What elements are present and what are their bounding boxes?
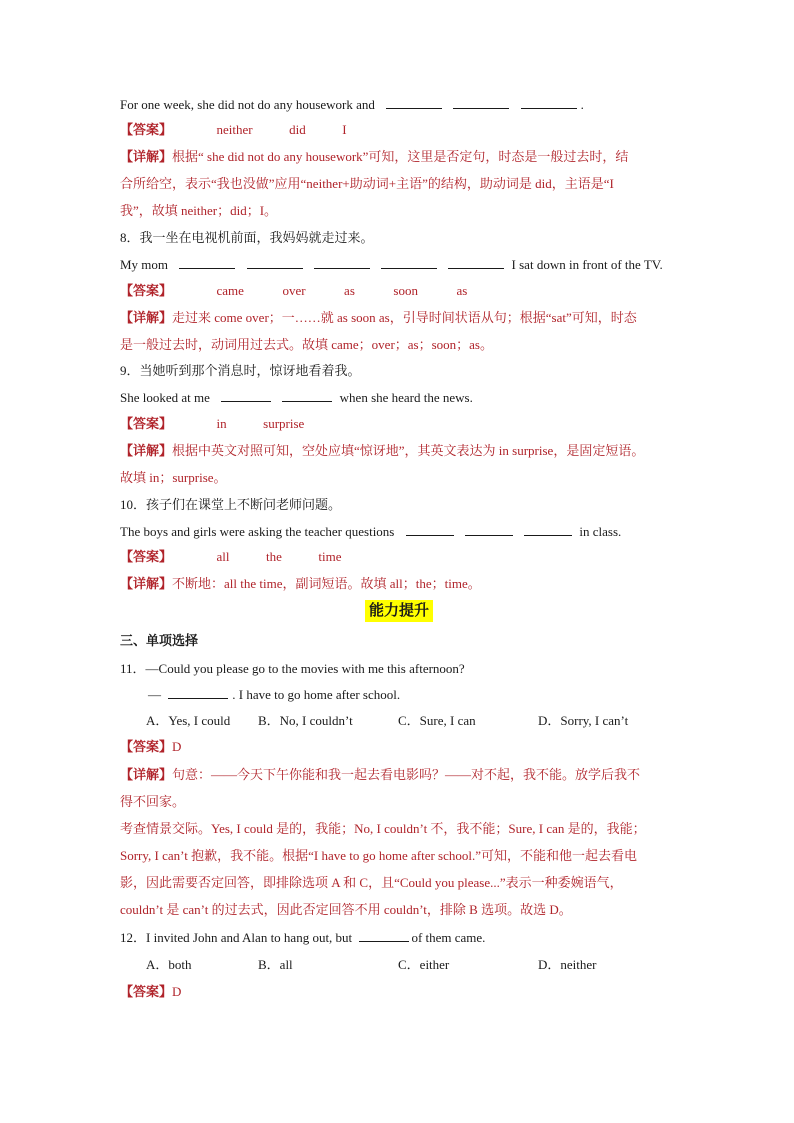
q11-analysis-2: Sorry, I can’t 抱歉，我不能。根据“I have to go home after school.”可知，不能和他一起去看电 — [120, 848, 638, 863]
q9-detail-2 — [120, 469, 227, 487]
blank — [386, 96, 442, 109]
answer-value: D — [172, 739, 182, 754]
blank — [448, 256, 504, 269]
detail-text: 根据中英文对照可知，空处应填“惊讶地”，其英文表达为 in surprise，是固定短语。 — [172, 443, 645, 458]
answer-value: in — [216, 416, 227, 431]
q11-analysis-3: 影，因此需要否定回答，即排除选项 A 和 C，且“Could you please...”表示一种委婉语气， — [120, 875, 623, 890]
option-d: D．neither — [538, 957, 597, 972]
blank — [465, 523, 513, 536]
q10-sentence — [120, 523, 621, 541]
q9-sentence-start: She looked at me — [120, 390, 210, 405]
q11-detail-1 — [120, 766, 640, 784]
option-c: C．either — [398, 957, 450, 972]
q12-line-start: 12．I invited John and Alan to hang out, but — [120, 930, 353, 945]
blank — [359, 929, 409, 942]
q8-sentence-end: I sat down in front of the TV. — [511, 257, 663, 272]
blank — [314, 256, 370, 269]
option-b: B．No, I couldn’t — [258, 713, 353, 728]
q11-answer — [120, 738, 181, 756]
q12-line — [120, 929, 485, 947]
answer-label: 【答案】 — [120, 122, 173, 137]
detail-text: 走过来 come over；一……就 as soon as，引导时间状语从句；根据“sat”可知，时态 — [172, 310, 637, 325]
q8-detail-1 — [120, 309, 637, 327]
option-d: D．Sorry, I can’t — [538, 713, 629, 728]
q9-sentence — [120, 389, 473, 407]
answer-value: the — [266, 549, 282, 564]
q7-answer — [120, 121, 347, 139]
q9-detail-1 — [120, 442, 644, 460]
answer-value: all — [216, 549, 230, 564]
q8-prompt: 8．我一坐在电视机前面，我妈妈就走过来。 — [120, 230, 374, 245]
answer-value: D — [172, 984, 182, 999]
q7-detail-1 — [120, 148, 628, 166]
q10-prompt: 10．孩子们在课堂上不断问老师问题。 — [120, 497, 342, 512]
q11-line2-start: — — [148, 687, 161, 702]
q7-sentence: For one week, she did not do any housework and . — [120, 97, 584, 112]
answer-label: 【答案】 — [120, 283, 173, 298]
answer-value: surprise — [263, 416, 305, 431]
answer-value: I — [342, 122, 347, 137]
option-b: B．all — [258, 957, 293, 972]
q9-answer — [120, 415, 304, 433]
q8-sentence — [120, 256, 663, 274]
answer-label: 【答案】 — [120, 984, 173, 999]
section-title: 三、单项选择 — [120, 633, 199, 648]
answer-value: soon — [393, 283, 418, 298]
answer-label: 【答案】 — [120, 416, 173, 431]
detail-text: 不断地：all the time，副词短语。故填 all；the；time。 — [172, 576, 481, 591]
option-c: C．Sure, I can — [398, 713, 476, 728]
answer-value: came — [216, 283, 244, 298]
option-a: A．both — [146, 957, 192, 972]
q8-sentence-start: My mom — [120, 257, 169, 272]
detail-label: 【详解】 — [120, 443, 173, 458]
q10-detail-1 — [120, 575, 481, 593]
detail-label: 【详解】 — [120, 149, 173, 164]
section-banner: 能力提升 — [365, 600, 433, 622]
blank — [168, 686, 228, 699]
q7-sentence-text: For one week, she did not do any housework and — [120, 97, 375, 112]
q9-prompt: 9．当她听到那个消息时，惊讶地看着我。 — [120, 363, 361, 378]
detail-label: 【详解】 — [120, 310, 173, 325]
q10-answer — [120, 548, 342, 566]
q12-line-end: of them came. — [411, 930, 486, 945]
q11-detail-2: 得不回家。 — [120, 794, 186, 809]
q7-detail-2 — [120, 175, 614, 193]
blank — [221, 389, 271, 402]
blank — [453, 96, 509, 109]
q8-detail-2 — [120, 336, 493, 354]
blank — [521, 96, 577, 109]
blank — [406, 523, 454, 536]
q7-detail-3 — [120, 202, 277, 220]
answer-value: neither — [216, 122, 253, 137]
detail-label: 【详解】 — [120, 576, 173, 591]
option-a: A．Yes, I could — [146, 713, 231, 728]
q11-analysis-1: 考查情景交际。Yes, I could 是的，我能；No, I couldn’t 不，我不能；Sure, I can 是的，我能； — [120, 821, 646, 836]
blank — [247, 256, 303, 269]
q8-answer — [120, 282, 467, 300]
blank — [524, 523, 572, 536]
detail-text: 我”，故填 neither；did；I。 — [120, 203, 278, 218]
answer-label: 【答案】 — [120, 549, 173, 564]
q10-sentence-start: The boys and girls were asking the teacher questions — [120, 524, 395, 539]
q11-options — [146, 712, 628, 730]
q10-sentence-end: in class. — [579, 524, 622, 539]
answer-value: did — [289, 122, 306, 137]
detail-label: 【详解】 — [120, 767, 173, 782]
detail-text: 是一般过去时，动词用过去式。故填 came；over；as；soon；as。 — [120, 337, 493, 352]
q11-analysis-4: couldn’t 是 can’t 的过去式，因此否定回答不用 couldn’t，排除 B 选项。故选 D。 — [120, 902, 572, 917]
q11-line1: 11．—Could you please go to the movies with me this afternoon? — [120, 661, 465, 676]
q11-line2 — [148, 686, 400, 704]
answer-value: as — [456, 283, 468, 298]
detail-text: 句意：——今天下午你能和我一起去看电影吗？——对不起，我不能。放学后我不 — [172, 767, 641, 782]
detail-text: 根据“ she did not do any housework”可知，这里是否定句，时态是一般过去时，结 — [172, 149, 629, 164]
q11-line2-end: . I have to go home after school. — [232, 687, 401, 702]
answer-value: time — [318, 549, 342, 564]
q12-options — [146, 956, 596, 974]
answer-value: over — [282, 283, 306, 298]
q9-sentence-end: when she heard the news. — [339, 390, 473, 405]
answer-value: as — [344, 283, 355, 298]
detail-text: 合所给空，表示“我也没做”应用“neither+助动词+主语”的结构，助动词是 did，主语是“I — [120, 176, 614, 191]
detail-text: 故填 in；surprise。 — [120, 470, 227, 485]
answer-label: 【答案】 — [120, 739, 173, 754]
blank — [282, 389, 332, 402]
blank — [381, 256, 437, 269]
blank — [179, 256, 235, 269]
q12-answer — [120, 983, 181, 1001]
